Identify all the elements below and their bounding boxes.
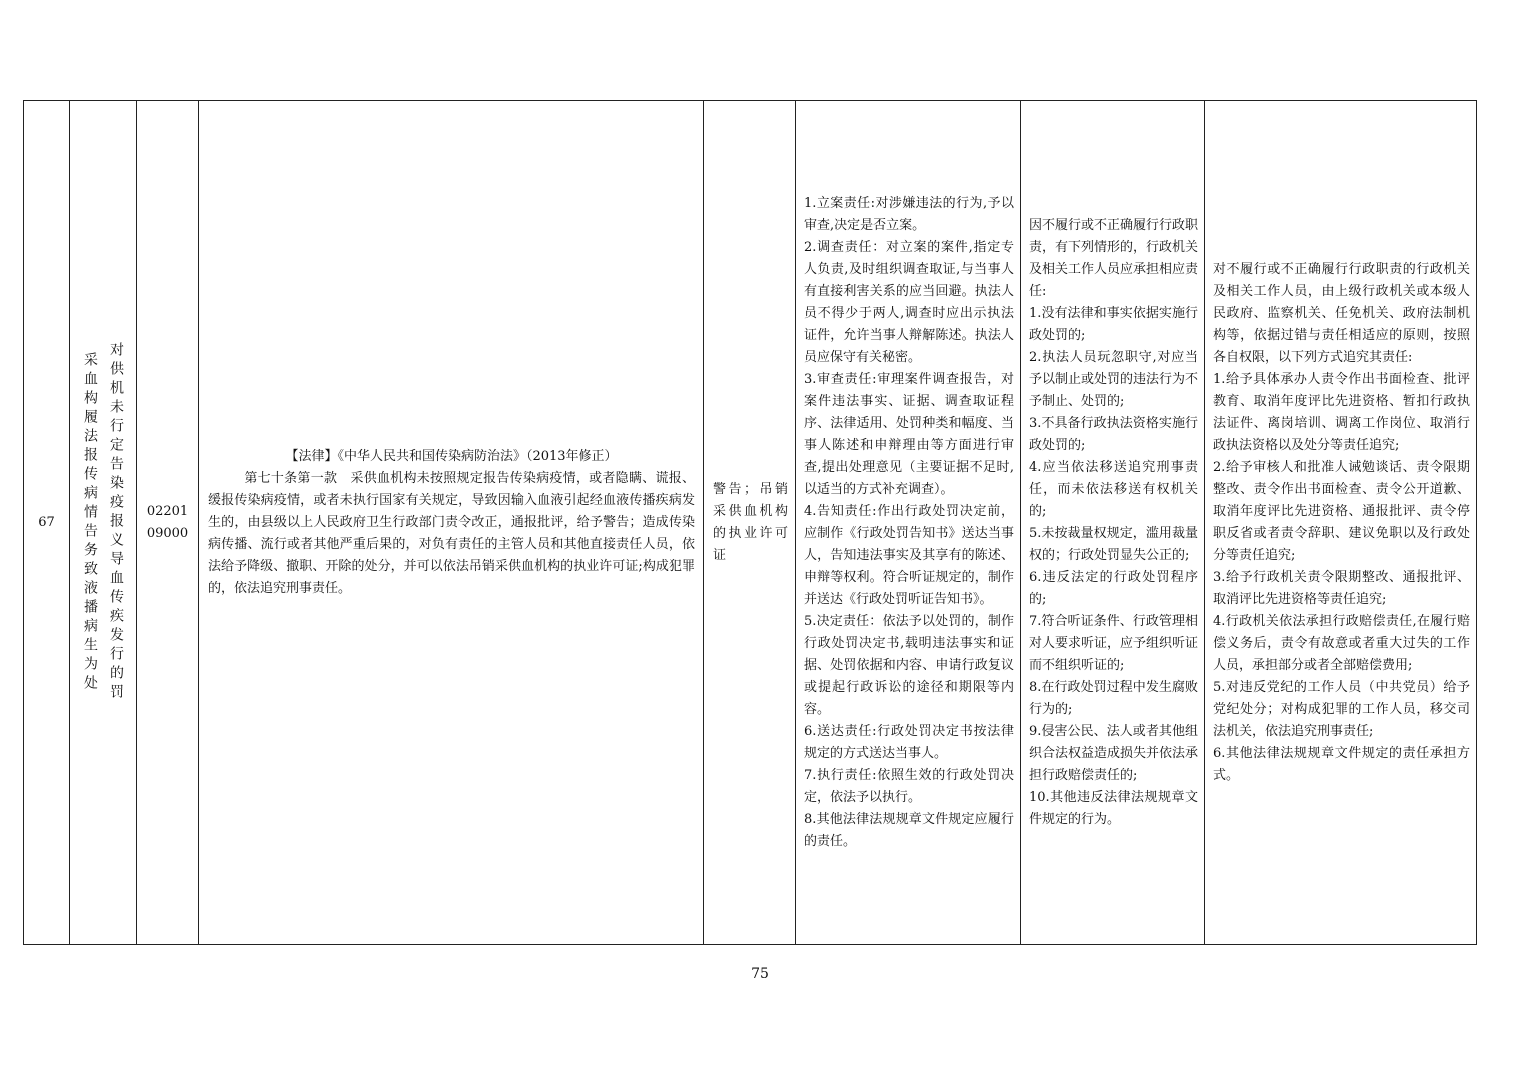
accountability-item: 5.未按裁量权规定，滥用裁量权的；行政处罚显失公正的; — [1029, 525, 1198, 563]
responsibility-item: 5.决定责任：依法予以处罚的，制作行政处罚决定书,载明违法事实和证据、处罚依据和内容、申请行政复议或提起行政诉讼的途径和期限等内容。 — [804, 613, 1014, 717]
item-code-cell — [137, 101, 199, 945]
accountability-item: 6.违反法定的行政处罚程序的; — [1029, 569, 1198, 607]
penalty-text: 警告；吊销采供血机构的执业许可证 — [713, 481, 788, 563]
pursuit-cell — [1205, 101, 1477, 945]
pursuit-item: 5.对违反党纪的工作人员（中共党员）给予党纪处分；对构成犯罪的工作人员，移交司法机关，依法追究刑事责任; — [1213, 679, 1470, 739]
accountability-item: 10.其他违反法律法规规章文件规定的行为。 — [1029, 789, 1198, 827]
item-name-column-2: 采血构履法报传病情告务致液播病生为处 — [82, 351, 98, 694]
legal-basis-text: 第七十条第一款 采供血机构未按照规定报告传染病疫情，或者隐瞒、谎报、缓报传染病疫情，或者未执行国家有关规定，导致因输入血液引起经血液传播疾病发生的，由县级以上人民政府卫生行政部门责令改正，通报批评，给予警告；造成传染病传播、流行或者其他严重后果的，对负有责任的主管人员和其他直接责任人员，依法给予降级、撤职、开除的处分，并可以依法吊销采供血机构的执业许可证;构成犯罪的，依法追究刑事责任。 — [208, 470, 695, 596]
responsibility-cell — [796, 101, 1021, 945]
pursuit-item: 1.给予具体承办人责令作出书面检查、批评教育、取消年度评比先进资格、暂扣行政执法证件、离岗培训、调离工作岗位、取消行政执法资格以及处分等责任追究; — [1213, 371, 1470, 453]
accountability-item: 3.不具备行政执法资格实施行政处罚的; — [1029, 415, 1198, 453]
accountability-item: 9.侵害公民、法人或者其他组织合法权益造成损失并依法承担行政赔偿责任的; — [1029, 723, 1199, 783]
table-row — [24, 101, 1477, 945]
item-code-line-2: 09000 — [146, 525, 189, 541]
accountability-item: 7.符合听证条件、行政管理相对人要求听证，应予组织听证而不组织听证的; — [1029, 613, 1199, 673]
accountability-item: 4.应当依法移送追究刑事责任，而未依法移送有权机关的; — [1029, 459, 1198, 519]
accountability-item: 2.执法人员玩忽职守,对应当予以制止或处罚的违法行为不予制止、处罚的; — [1029, 349, 1199, 409]
penalty-cell — [704, 101, 796, 945]
accountability-cell — [1021, 101, 1205, 945]
responsibility-item: 2.调查责任：对立案的案件,指定专人负责,及时组织调查取证,与当事人有直接利害关系的应当回避。执法人员不得少于两人,调查时应出示执法证件，允许当事人辩解陈述。执法人员应保守有关秘密。 — [804, 239, 1014, 365]
legal-basis-cell — [199, 101, 704, 945]
pursuit-item: 2.给予审核人和批准人诫勉谈话、责令限期整改、责令作出书面检查、责令公开道歉、取消年度评比先进资格、通报批评、责令停职反省或者责令辞职、建议免职以及行政处分等责任追究; — [1213, 459, 1470, 563]
legal-basis-title: 【法律】《中华人民共和国传染病防治法》（2013年修正） — [285, 448, 618, 464]
pursuit-item: 3.给予行政机关责令限期整改、通报批评、取消评比先进资格等责任追究; — [1213, 569, 1470, 607]
responsibility-item: 6.送达责任:行政处罚决定书按法律规定的方式送达当事人。 — [804, 723, 1014, 761]
pursuit-item: 6.其他法律法规规章文件规定的责任承担方式。 — [1213, 745, 1470, 783]
item-name — [70, 101, 136, 944]
accountability-item: 8.在行政处罚过程中发生腐败行为的; — [1029, 679, 1198, 717]
item-code-line-1: 02201 — [146, 503, 189, 519]
power-list-table — [23, 100, 1477, 945]
accountability-item: 1.没有法律和事实依据实施行政处罚的; — [1029, 305, 1198, 343]
responsibility-item: 8.其他法律法规规章文件规定应履行的责任。 — [804, 811, 1014, 849]
page-number: 75 — [751, 966, 769, 982]
row-number-cell — [24, 101, 70, 945]
item-name-cell — [70, 101, 137, 945]
responsibility-item: 1.立案责任:对涉嫌违法的行为,予以审查,决定是否立案。 — [804, 195, 1014, 233]
pursuit-intro: 对不履行或不正确履行行政职责的行政机关及相关工作人员，由上级行政机关或本级人民政府、监察机关、任免机关、政府法制机构等，依据过错与责任相适应的原则，按照各自权限，以下列方式追究其责任: — [1213, 261, 1470, 365]
row-number: 67 — [38, 514, 55, 530]
accountability-intro: 因不履行或不正确履行行政职责，有下列情形的，行政机关及相关工作人员应承担相应责任: — [1029, 217, 1199, 299]
responsibility-item: 3.审查责任:审理案件调查报告，对案件违法事实、证据、调查取证程序、法律适用、处罚种类和幅度、当事人陈述和申辩理由等方面进行审查,提出处理意见（主要证据不足时,以适当的方式补充调查）。 — [804, 371, 1014, 497]
responsibility-item: 7.执行责任:依照生效的行政处罚决定，依法予以执行。 — [804, 767, 1014, 805]
responsibility-item: 4.告知责任:作出行政处罚决定前，应制作《行政处罚告知书》送达当事人，告知违法事实及其享有的陈述、申辩等权利。符合听证规定的，制作并送达《行政处罚听证告知书》。 — [804, 503, 1014, 607]
pursuit-item: 4.行政机关依法承担行政赔偿责任,在履行赔偿义务后，责令有故意或者重大过失的工作人员，承担部分或者全部赔偿费用; — [1213, 613, 1470, 673]
item-name-column-1: 对供机未行定告染疫报义导血传疾发行的罚 — [108, 342, 124, 703]
